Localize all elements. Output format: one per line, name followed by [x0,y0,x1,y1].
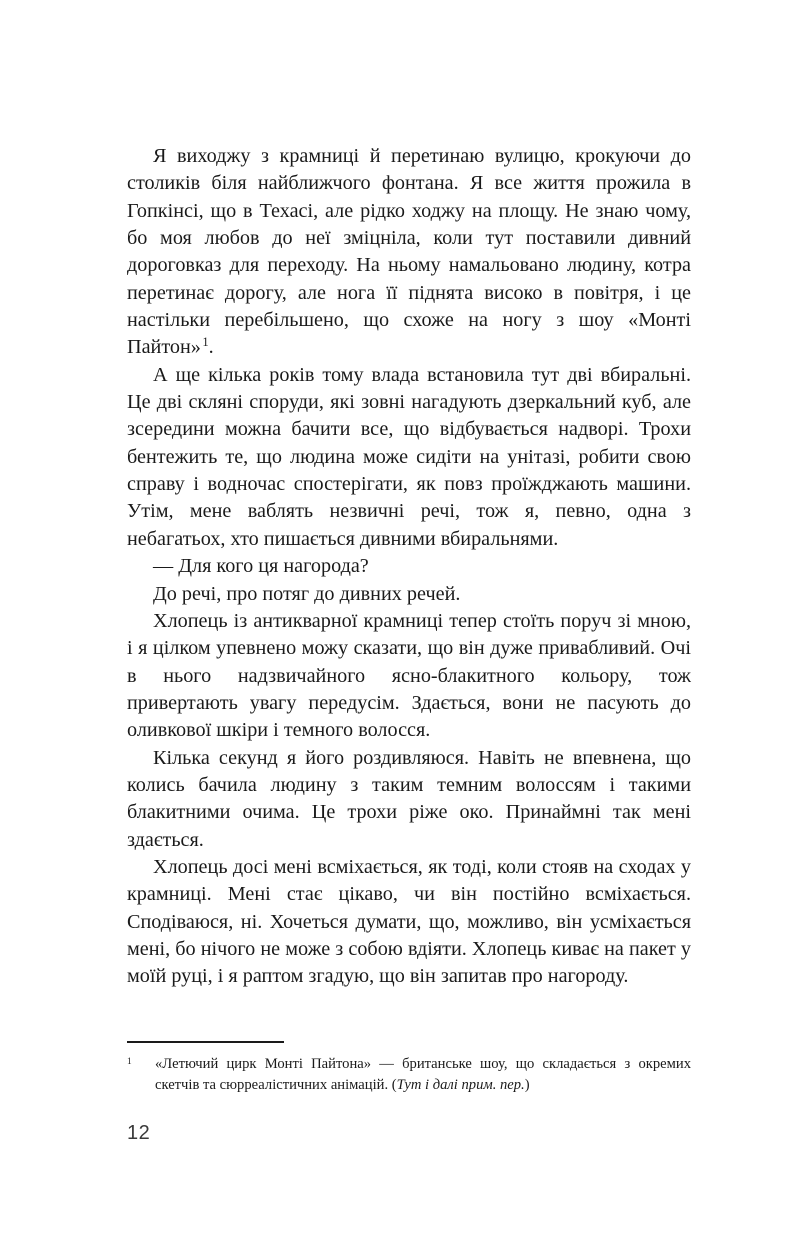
footnote-separator-rule [127,1041,284,1043]
paragraph-3-dialogue: — Для кого ця нагорода? [153,555,369,578]
footnote-zone [127,1041,691,1096]
footnote-reference-marker[interactable]: 1 [202,334,209,349]
paragraph-1-text-tail: . [208,336,214,359]
footnote-text: «Летючий цирк Монті Пайтона» — британське шоу, що складається з окремих скетчів та сюрреалістичних анімацій. ( [155,1056,691,1093]
paragraph-4: До речі, про потяг до дивних речей. [153,582,461,605]
footnote-italic-note: Тут і далі прим. пер. [396,1077,525,1093]
paragraph-1-text: Я виходжу з крамниці й перетинаю вулицю, крокуючи до столиків біля найближчого фонтана. Я все життя прожила в Гопкінсі, що в Техасі, але рідко ходжу на площу. Не знаю чому, бо моя любов до неї зміцніла, коли тут поставили дивний дороговказ для переходу. На ньому намальовано людину, котра перетинає дорогу, але нога її піднята високо в повітря, і це настільки перебільшено, що схоже на ногу з шоу «Монті Пайтон» [127,145,691,359]
paragraph-2: А ще кілька років тому влада встановила тут дві вбиральні. Це дві скляні споруди, які зовні нагадують дзеркальний куб, але зсередини можна бачити все, що відбувається надворі. Трохи бентежить те, що людина може сидіти на унітазі, робити свою справу і водночас спостерігати, як повз проїжджають машини. Утім, мене ваблять незвичні речі, тож я, певно, одна з небагатьох, хто пишається дивними вбиральнями. [127,363,691,550]
body-text-block [127,143,691,991]
paragraph-7: Хлопець досі мені всміхається, як тоді, коли стояв на сходах у крамниці. Мені стає цікаво, чи він постійно всміхається. Сподіваюся, ні. Хочеться думати, що, можливо, він усміхається мені, бо нічого не може з собою вдіяти. Хлопець киває на пакет у моїй руці, і я раптом згадую, що він запитав про нагороду. [127,855,691,988]
footnote-text-end: ) [524,1077,530,1093]
footnote-body [127,1054,691,1096]
paragraph-5: Хлопець із антикварної крамниці тепер стоїть поруч зі мною, і я цілком упевнено можу сказати, що він дуже привабливий. Очі в нього надзвичайного ясно-блакитного кольору, тож привертають увагу передусім. Здається, вони не пасують до оливкової шкіри і темного волосся. [127,609,691,742]
paragraph-1 [127,143,691,362]
page-number: 12 [127,1122,151,1144]
footnote-marker: 1 [127,1057,132,1067]
paragraph-6: Кілька секунд я його роздивляюся. Навіть не впевнена, що колись бачила людину з таким темним волоссям і такими блакитними очима. Це трохи ріже око. Принаймні так мені здається. [127,746,691,851]
